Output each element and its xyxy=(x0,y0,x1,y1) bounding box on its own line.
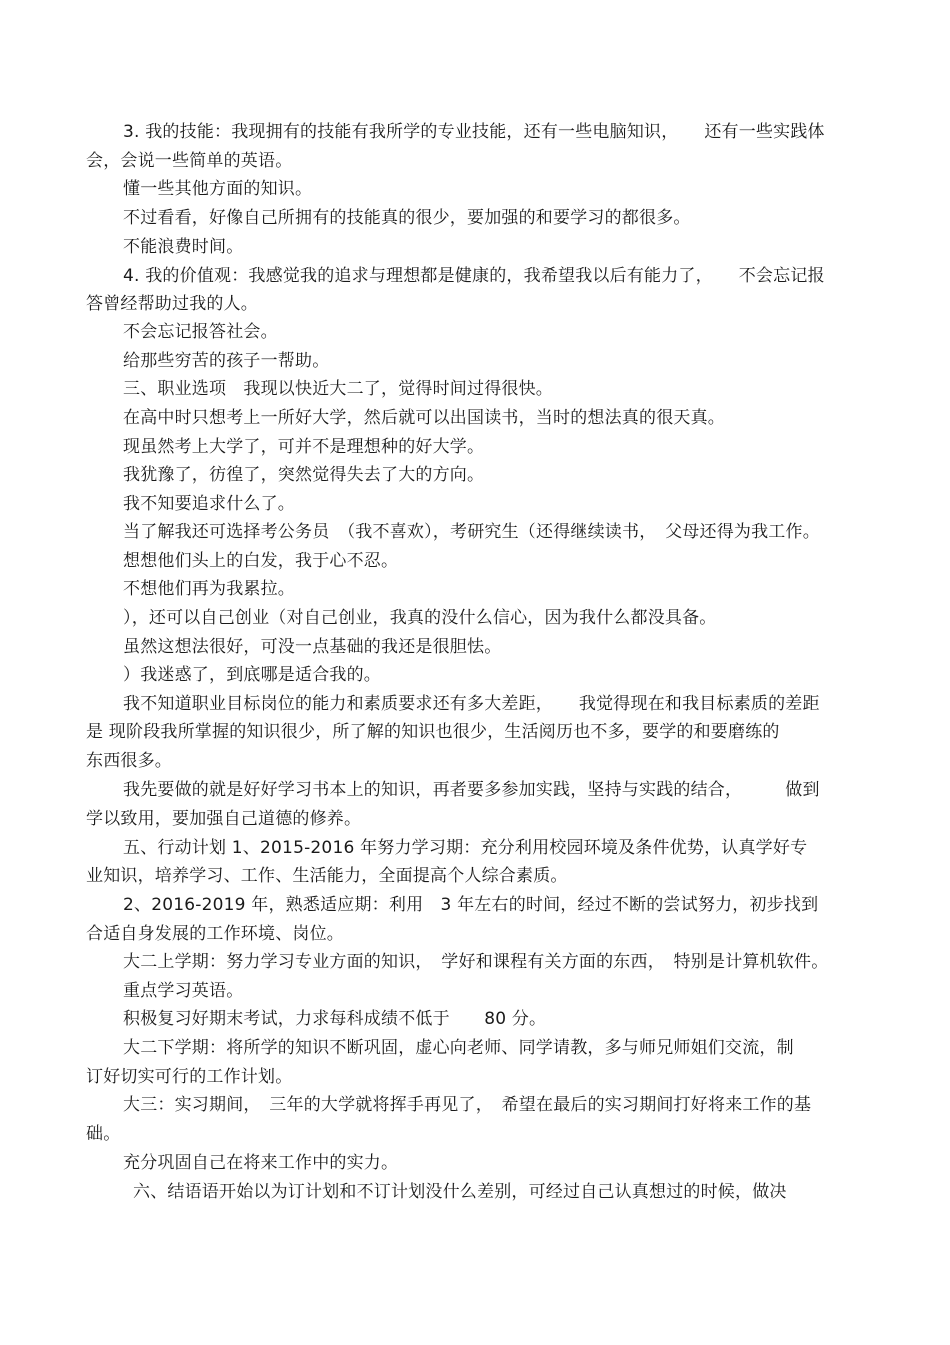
text-line: 答曾经帮助过我的人。 xyxy=(86,294,258,314)
text-line: 础。 xyxy=(86,1124,121,1144)
text-line: 三、职业选项 我现以快近大二了，觉得时间过得很快。 xyxy=(123,379,553,399)
text-line: 想想他们头上的白发，我于心不忍。 xyxy=(123,551,399,571)
text-line: 给那些穷苦的孩子一帮助。 xyxy=(123,351,330,371)
text-line: 我犹豫了，彷徨了，突然觉得失去了大的方向。 xyxy=(123,465,485,485)
text-line: 会，会说一些简单的英语。 xyxy=(86,151,293,171)
text-line: 学以致用，要加强自己道德的修养。 xyxy=(86,809,362,829)
text-line: 不过看看，好像自己所拥有的技能真的很少，要加强的和要学习的都很多。 xyxy=(123,208,691,228)
text-line: ）我迷惑了，到底哪是适合我的。 xyxy=(123,665,381,685)
text-line: 合适自身发展的工作环境、岗位。 xyxy=(86,924,344,944)
text-line: 重点学习英语。 xyxy=(123,981,244,1001)
text-line: 不会忘记报答社会。 xyxy=(123,322,278,342)
text-line: ），还可以自己创业（对自己创业，我真的没什么信心，因为我什么都没具备。 xyxy=(123,608,717,628)
text-line: 我不知要追求什么了。 xyxy=(123,494,295,514)
text-line: 现虽然考上大学了，可并不是理想种的好大学。 xyxy=(123,437,485,457)
text-line: 我不知道职业目标岗位的能力和素质要求还有多大差距， 我觉得现在和我目标素质的差距 xyxy=(123,694,820,714)
text-line: 不想他们再为我累拉。 xyxy=(123,579,295,599)
text-line: 虽然这想法很好，可没一点基础的我还是很胆怯。 xyxy=(123,637,502,657)
text-line: 积极复习好期末考试，力求每科成绩不低于 80 分。 xyxy=(123,1009,547,1029)
text-line: 懂一些其他方面的知识。 xyxy=(123,179,313,199)
text-line: 是 现阶段我所掌握的知识很少，所了解的知识也很少，生活阅历也不多，要学的和要磨练的 xyxy=(86,722,780,742)
text-line: 4. 我的价值观：我感觉我的追求与理想都是健康的，我希望我以后有能力了， 不会忘记报 xyxy=(123,266,825,286)
text-line: 我先要做的就是好好学习书本上的知识，再者要多参加实践，坚持与实践的结合， 做到 xyxy=(123,780,820,800)
text-line: 不能浪费时间。 xyxy=(123,237,244,257)
text-line: 六、结语语开始以为订计划和不订计划没什么差别，可经过自己认真想过的时候，做决 xyxy=(133,1182,787,1202)
text-line: 大二上学期：努力学习专业方面的知识， 学好和课程有关方面的东西， 特别是计算机软件。 xyxy=(123,952,829,972)
text-line: 大二下学期：将所学的知识不断巩固，虚心向老师、同学请教，多与师兄师姐们交流，制 xyxy=(123,1038,794,1058)
text-line: 业知识，培养学习、工作、生活能力，全面提高个人综合素质。 xyxy=(86,866,568,886)
text-line: 大三：实习期间， 三年的大学就将挥手再见了， 希望在最后的实习期间打好将来工作的基 xyxy=(123,1095,812,1115)
text-line: 订好切实可行的工作计划。 xyxy=(86,1067,293,1087)
text-line: 2、2016-2019 年，熟悉适应期：利用 3 年左右的时间，经过不断的尝试努力，初步找到 xyxy=(123,895,819,915)
text-line: 东西很多。 xyxy=(86,751,172,771)
text-line: 3. 我的技能：我现拥有的技能有我所学的专业技能，还有一些电脑知识， 还有一些实践体 xyxy=(123,122,825,142)
text-line: 在高中时只想考上一所好大学，然后就可以出国读书，当时的想法真的很天真。 xyxy=(123,408,725,428)
text-line: 五、行动计划 1、2015-2016 年努力学习期：充分利用校园环境及条件优势，认真学好专 xyxy=(123,838,808,858)
text-line: 充分巩固自己在将来工作中的实力。 xyxy=(123,1153,399,1173)
text-line: 当了解我还可选择考公务员 （我不喜欢），考研究生（还得继续读书， 父母还得为我工作。 xyxy=(123,522,820,542)
